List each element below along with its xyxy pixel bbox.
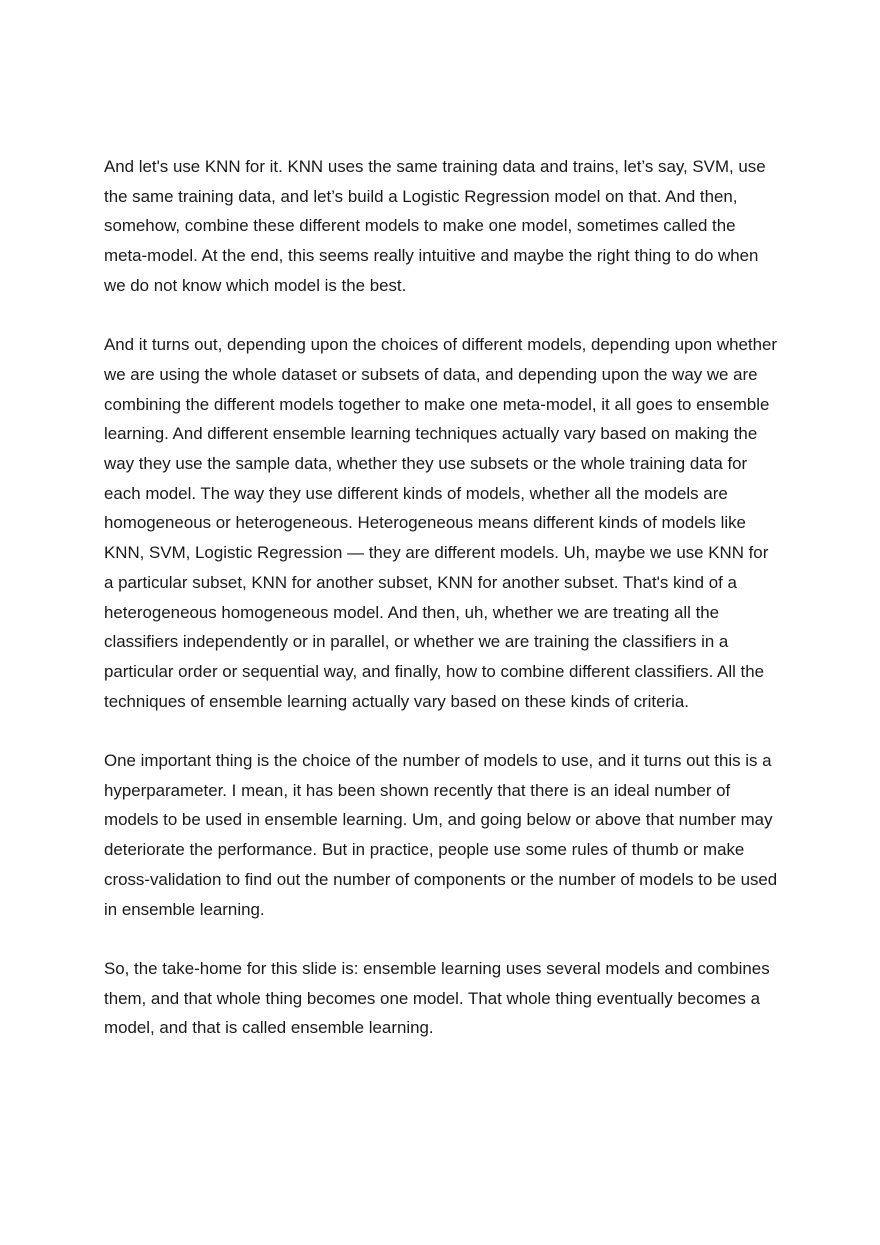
paragraph-ensemble-choices: And it turns out, depending upon the choices of different models, depending upon whether we are using the whole dataset or subsets of data, and depending upon the way we are combining the different models together to make one meta-model, it all goes to ensemble learning. And different ensemble learning techniques actually vary based on making the way they use the sample data, whether they use subsets or the whole training data for each model. The way they use different kinds of models, whether all the models are homogeneous or heterogeneous. Heterogeneous means different kinds of models like KNN, SVM, Logistic Regression — they are different models. Uh, maybe we use KNN for a particular subset, KNN for another subset, KNN for another subset. That's kind of a heterogeneous homogeneous model. And then, uh, whether we are treating all the classifiers independently or in parallel, or whether we are training the classifiers in a particular order or sequential way, and finally, how to combine different classifiers. All the techniques of ensemble learning actually vary based on these kinds of criteria. [104,335,777,711]
paragraph-number-of-models: One important thing is the choice of the number of models to use, and it turns out this is a hyperparameter. I mean, it has been shown recently that there is an ideal number of models to be used in ensemble learning. Um, and going below or above that number may deteriorate the performance. But in practice, people use some rules of thumb or make cross-validation to find out the number of components or the number of models to be used in ensemble learning. [104,751,778,919]
paragraph-take-home: So, the take-home for this slide is: ensemble learning uses several models and combines them, and that whole thing becomes one model. That whole thing eventually becomes a model, and that is called ensemble learning. [104,958,770,1038]
paragraph-knn-svm-logistic: And let's use KNN for it. KNN uses the same training data and trains, let’s say, SVM, use the same training data, and let’s build a Logistic Regression model on that. And then, somehow, combine these different models to make one model, sometimes called the meta-model. At the end, this seems really intuitive and maybe the right thing to do when we do not know which model is the best. [104,157,766,295]
document-body [104,152,780,1073]
